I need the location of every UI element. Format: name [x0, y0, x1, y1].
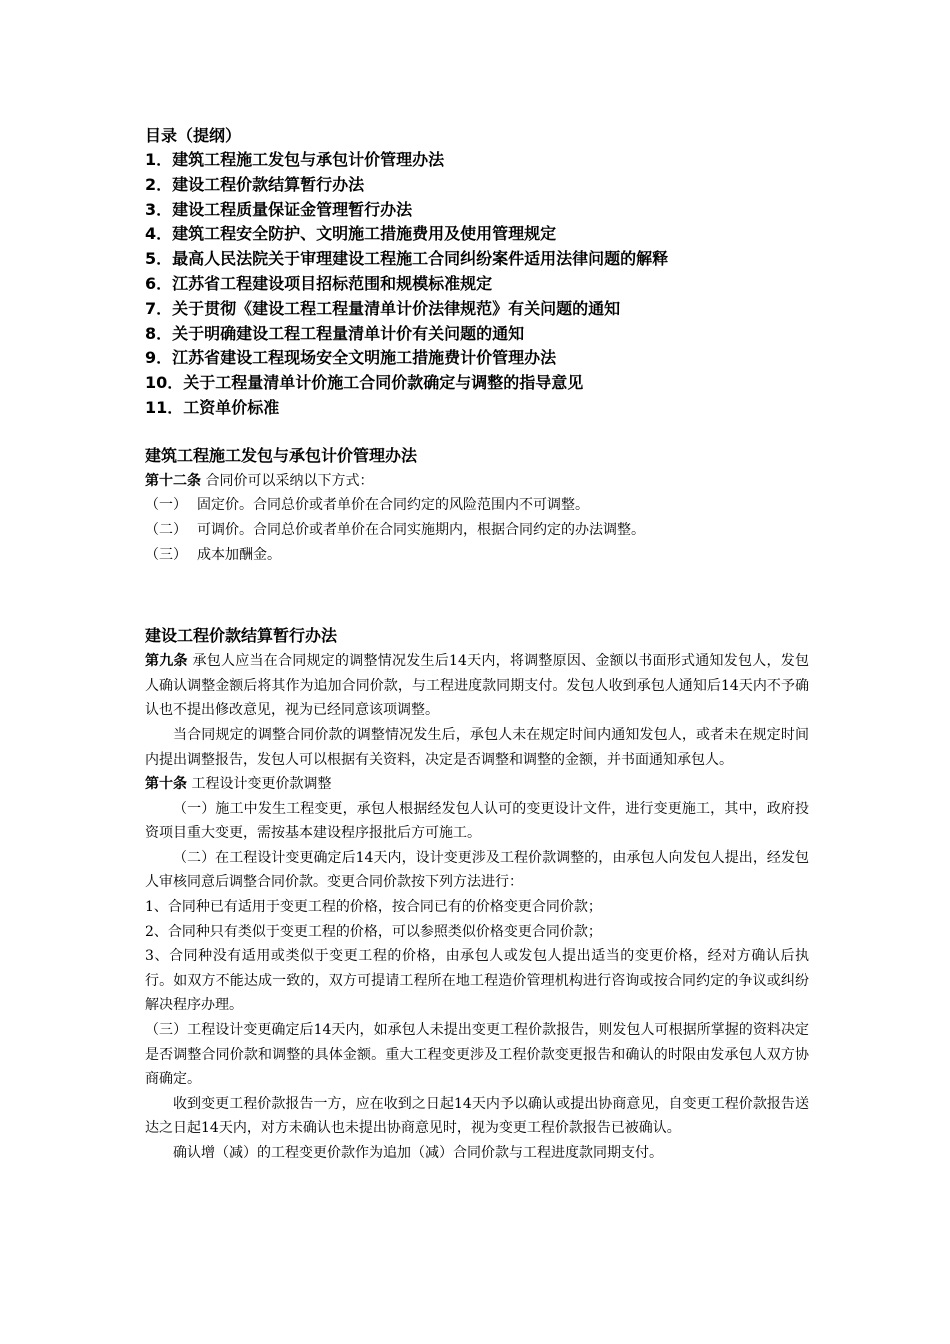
- spacer: [145, 567, 809, 623]
- list-item-number: （一）: [145, 497, 187, 514]
- toc-item: 3．建设工程质量保证金管理暂行办法: [145, 199, 413, 219]
- paragraph: 确认增（减）的工程变更价款作为追加（减）合同价款与工程进度款同期支付。: [173, 1145, 663, 1162]
- paragraph: 当合同规定的调整合同价款的调整情况发生后，承包人未在规定时间内通知发包人，或者未在规定时间内提出调整报告，发包人可以根据有关资料，决定是否调整和调整的金额，并书面通知承包人。: [145, 726, 809, 768]
- numbered-item: 2、合同种只有类似于变更工程的价格，可以参照类似价格变更合同价款；: [145, 923, 602, 940]
- numbered-item: 1、合同种已有适用于变更工程的价格，按合同已有的价格变更合同价款；: [145, 899, 602, 916]
- toc-item: 6．江苏省工程建设项目招标范围和规模标准规定: [145, 273, 493, 293]
- article-10: [145, 772, 809, 797]
- toc-item: 9．江苏省建设工程现场安全文明施工措施费计价管理办法: [145, 348, 557, 368]
- toc-item: 8．关于明确建设工程工程量清单计价有关问题的通知: [145, 323, 525, 343]
- article-12: [145, 469, 809, 494]
- article-label: 第十条: [145, 776, 187, 793]
- list-item-number: （三）: [145, 546, 187, 563]
- list-item: [145, 543, 809, 568]
- toc-item: 7．关于贯彻《建设工程工程量清单计价法律规范》有关问题的通知: [145, 298, 621, 318]
- article-label: 第九条: [145, 653, 188, 670]
- toc-item: 4．建筑工程安全防护、文明施工措施费用及使用管理规定: [145, 224, 557, 244]
- paragraph: （二）在工程设计变更确定后14天内，设计变更涉及工程价款调整的，由承包人向发包人提出，经发包人审核同意后调整合同价款。变更合同价款按下列方法进行：: [145, 849, 809, 891]
- toc-list: [145, 148, 809, 421]
- article-text: 工程设计变更价款调整: [187, 776, 332, 793]
- paragraph: （一）施工中发生工程变更，承包人根据经发包人认可的变更设计文件，进行变更施工，其中，政府投资项目重大变更，需按基本建设程序报批后方可施工。: [145, 800, 809, 842]
- list-item-text: 可调价。合同总价或者单价在合同实施期内，根据合同约定的办法调整。: [197, 521, 645, 538]
- list-item-text: 成本加酬金。: [197, 546, 281, 563]
- toc-title: 目录（提纲）: [145, 126, 242, 145]
- article-9: [145, 649, 809, 723]
- toc-item: 1．建筑工程施工发包与承包计价管理办法: [145, 150, 445, 169]
- toc-item: 2．建设工程价款结算暂行办法: [145, 174, 365, 194]
- list-item-text: 固定价。合同总价或者单价在合同约定的风险范围内不可调整。: [197, 497, 589, 514]
- list-item: [145, 518, 809, 543]
- article-text: 承包人应当在合同规定的调整情况发生后14天内，将调整原因、金额以书面形式通知发包人，发包人确认调整金额后将其作为追加合同价款，与工程进度款同期支付。发包人收到承包人通知后14天内不予确认也不提出修改意见，视为已经同意该项调整。: [145, 653, 809, 719]
- article-text: 合同价可以采纳以下方式：: [201, 472, 374, 489]
- paragraph: 收到变更工程价款报告一方，应在收到之日起14天内予以确认或提出协商意见，自变更工程价款报告送达之日起14天内，对方未确认也未提出协商意见时，视为变更工程价款报告已被确认。: [145, 1095, 809, 1137]
- document-page: [145, 123, 809, 1166]
- section-title: 建筑工程施工发包与承包计价管理办法: [145, 445, 418, 465]
- list-item: [145, 493, 809, 518]
- spacer: [145, 421, 809, 443]
- toc-item: 11．工资单价标准: [145, 397, 280, 417]
- toc-item: 5．最高人民法院关于审理建设工程施工合同纠纷案件适用法律问题的解释: [145, 249, 669, 269]
- paragraph: （三）工程设计变更确定后14天内，如承包人未提出变更工程价款报告，则发包人可根据所掌握的资料决定是否调整合同价款和调整的具体金额。重大工程变更涉及工程价款变更报告和确认的时限由发承包人双方协商确定。: [145, 1022, 809, 1088]
- section-title: 建设工程价款结算暂行办法: [145, 626, 338, 646]
- article-label: 第十二条: [145, 472, 201, 489]
- toc-item: 10．关于工程量清单计价施工合同价款确定与调整的指导意见: [145, 373, 584, 393]
- list-item-number: （二）: [145, 521, 187, 538]
- numbered-item: 3、合同种没有适用或类似于变更工程的价格，由承包人或发包人提出适当的变更价格，经对方确认后执行。如双方不能达成一致的，双方可提请工程所在地工程造价管理机构进行咨询或按合同约定的争议或纠纷解决程序办理。: [145, 948, 809, 1014]
